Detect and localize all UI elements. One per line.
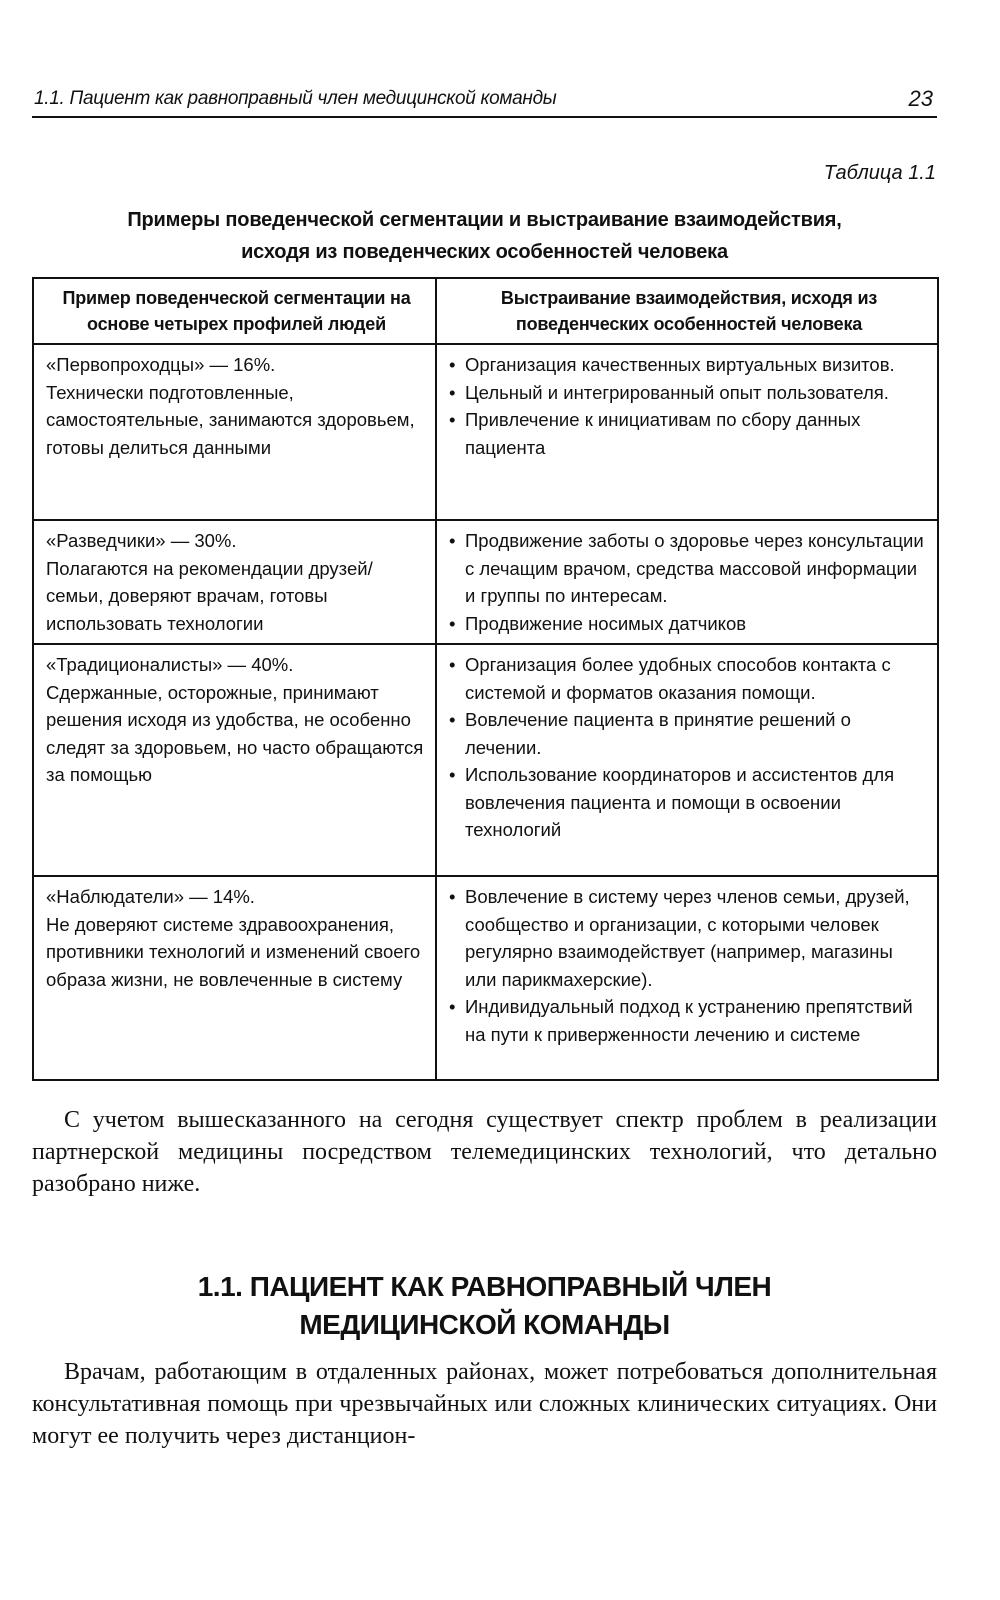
segment-cell <box>33 344 436 520</box>
table-caption-line-2: исходя из поведенческих особенностей человека <box>241 241 728 263</box>
segment-cell <box>33 876 436 1080</box>
action-item: • Продвижение носимых датчиков <box>449 610 927 638</box>
actions-cell <box>436 876 938 1080</box>
segment-cell <box>33 520 436 644</box>
action-item: • Вовлечение в систему через членов семьи, друзей, сообщество и организации, с которыми человек регулярно взаимодействует (например, магазины или парикмахерские). <box>449 883 927 993</box>
table-row <box>33 520 938 644</box>
column-header-segmentation: Пример поведенческой сегментации на основе четырех профилей людей <box>33 278 436 344</box>
action-item: • Цельный и интегрированный опыт пользователя. <box>449 379 927 407</box>
segment-description: Сдержанные, осторожные, принимают решения исходя из удобства, не особенно следят за здоровьем, но часто обращаются за помощью <box>46 681 424 785</box>
section-heading <box>32 1268 937 1344</box>
segment-name: «Первопроходцы» — 16%. <box>46 354 276 375</box>
segment-name: «Наблюдатели» — 14%. <box>46 886 255 907</box>
table-header-row <box>33 278 938 344</box>
segment-name: «Разведчики» — 30%. <box>46 530 237 551</box>
actions-cell <box>436 520 938 644</box>
body-paragraph: С учетом вышесказанного на сегодня существует спектр проблем в реализации партнерской медицины посредством телемедицинских технологий, что детально разобрано ниже. <box>32 1107 937 1197</box>
action-item: • Привлечение к инициативам по сбору данных пациента <box>449 406 927 461</box>
actions-cell <box>436 644 938 876</box>
body-paragraph: Врачам, работающим в отдаленных районах, может потребоваться дополнительная консультативная помощь при чрезвычайных или сложных клинических ситуациях. Они могут ее получить через дистанцион- <box>32 1359 937 1449</box>
section-heading-line-2: МЕДИЦИНСКОЙ КОМАНДЫ <box>299 1309 670 1340</box>
action-item: • Организация качественных виртуальных визитов. <box>449 351 927 379</box>
actions-list <box>449 651 927 844</box>
running-header <box>32 86 937 118</box>
segment-description: Технически подготовленные, самостоятельные, занимаются здоровьем, готовы делиться данными <box>46 381 415 458</box>
action-item: • Вовлечение пациента в принятие решений о лечении. <box>449 706 927 761</box>
table-caption <box>32 204 937 268</box>
action-item: • Использование координаторов и ассистентов для вовлечения пациента и помощи в освоении технологий <box>449 761 927 844</box>
actions-list <box>449 883 927 1048</box>
actions-cell <box>436 344 938 520</box>
table-row <box>33 644 938 876</box>
table-caption-line-1: Примеры поведенческой сегментации и выстраивание взаимодействия, <box>127 209 842 231</box>
action-item: • Организация более удобных способов контакта с системой и форматов оказания помощи. <box>449 651 927 706</box>
page-number: 23 <box>908 86 933 111</box>
segment-cell <box>33 644 436 876</box>
action-item: • Продвижение заботы о здоровье через консультации с лечащим врачом, средства массовой информации и группы по интересам. <box>449 527 927 610</box>
table-label: Таблица 1.1 <box>823 162 936 184</box>
table-row <box>33 876 938 1080</box>
segment-description: Не доверяют системе здравоохранения, противники технологий и изменений своего образа жизни, не вовлеченные в систему <box>46 913 421 990</box>
column-header-interaction: Выстраивание взаимодействия, исходя из поведенческих особенностей человека <box>436 278 938 344</box>
section-heading-line-1: 1.1. ПАЦИЕНТ КАК РАВНОПРАВНЫЙ ЧЛЕН <box>197 1271 772 1302</box>
action-item: • Индивидуальный подход к устранению препятствий на пути к приверженности лечению и системе <box>449 993 927 1048</box>
segment-description: Полагаются на рекомендации друзей/семьи, доверяют врачам, готовы использовать технологии <box>46 557 373 634</box>
actions-list <box>449 351 927 461</box>
actions-list <box>449 527 927 637</box>
running-title: 1.1. Пациент как равноправный член медицинской команды <box>34 88 557 109</box>
segment-name: «Традиционалисты» — 40%. <box>46 654 294 675</box>
table-row <box>33 344 938 520</box>
segmentation-table <box>32 277 939 1081</box>
